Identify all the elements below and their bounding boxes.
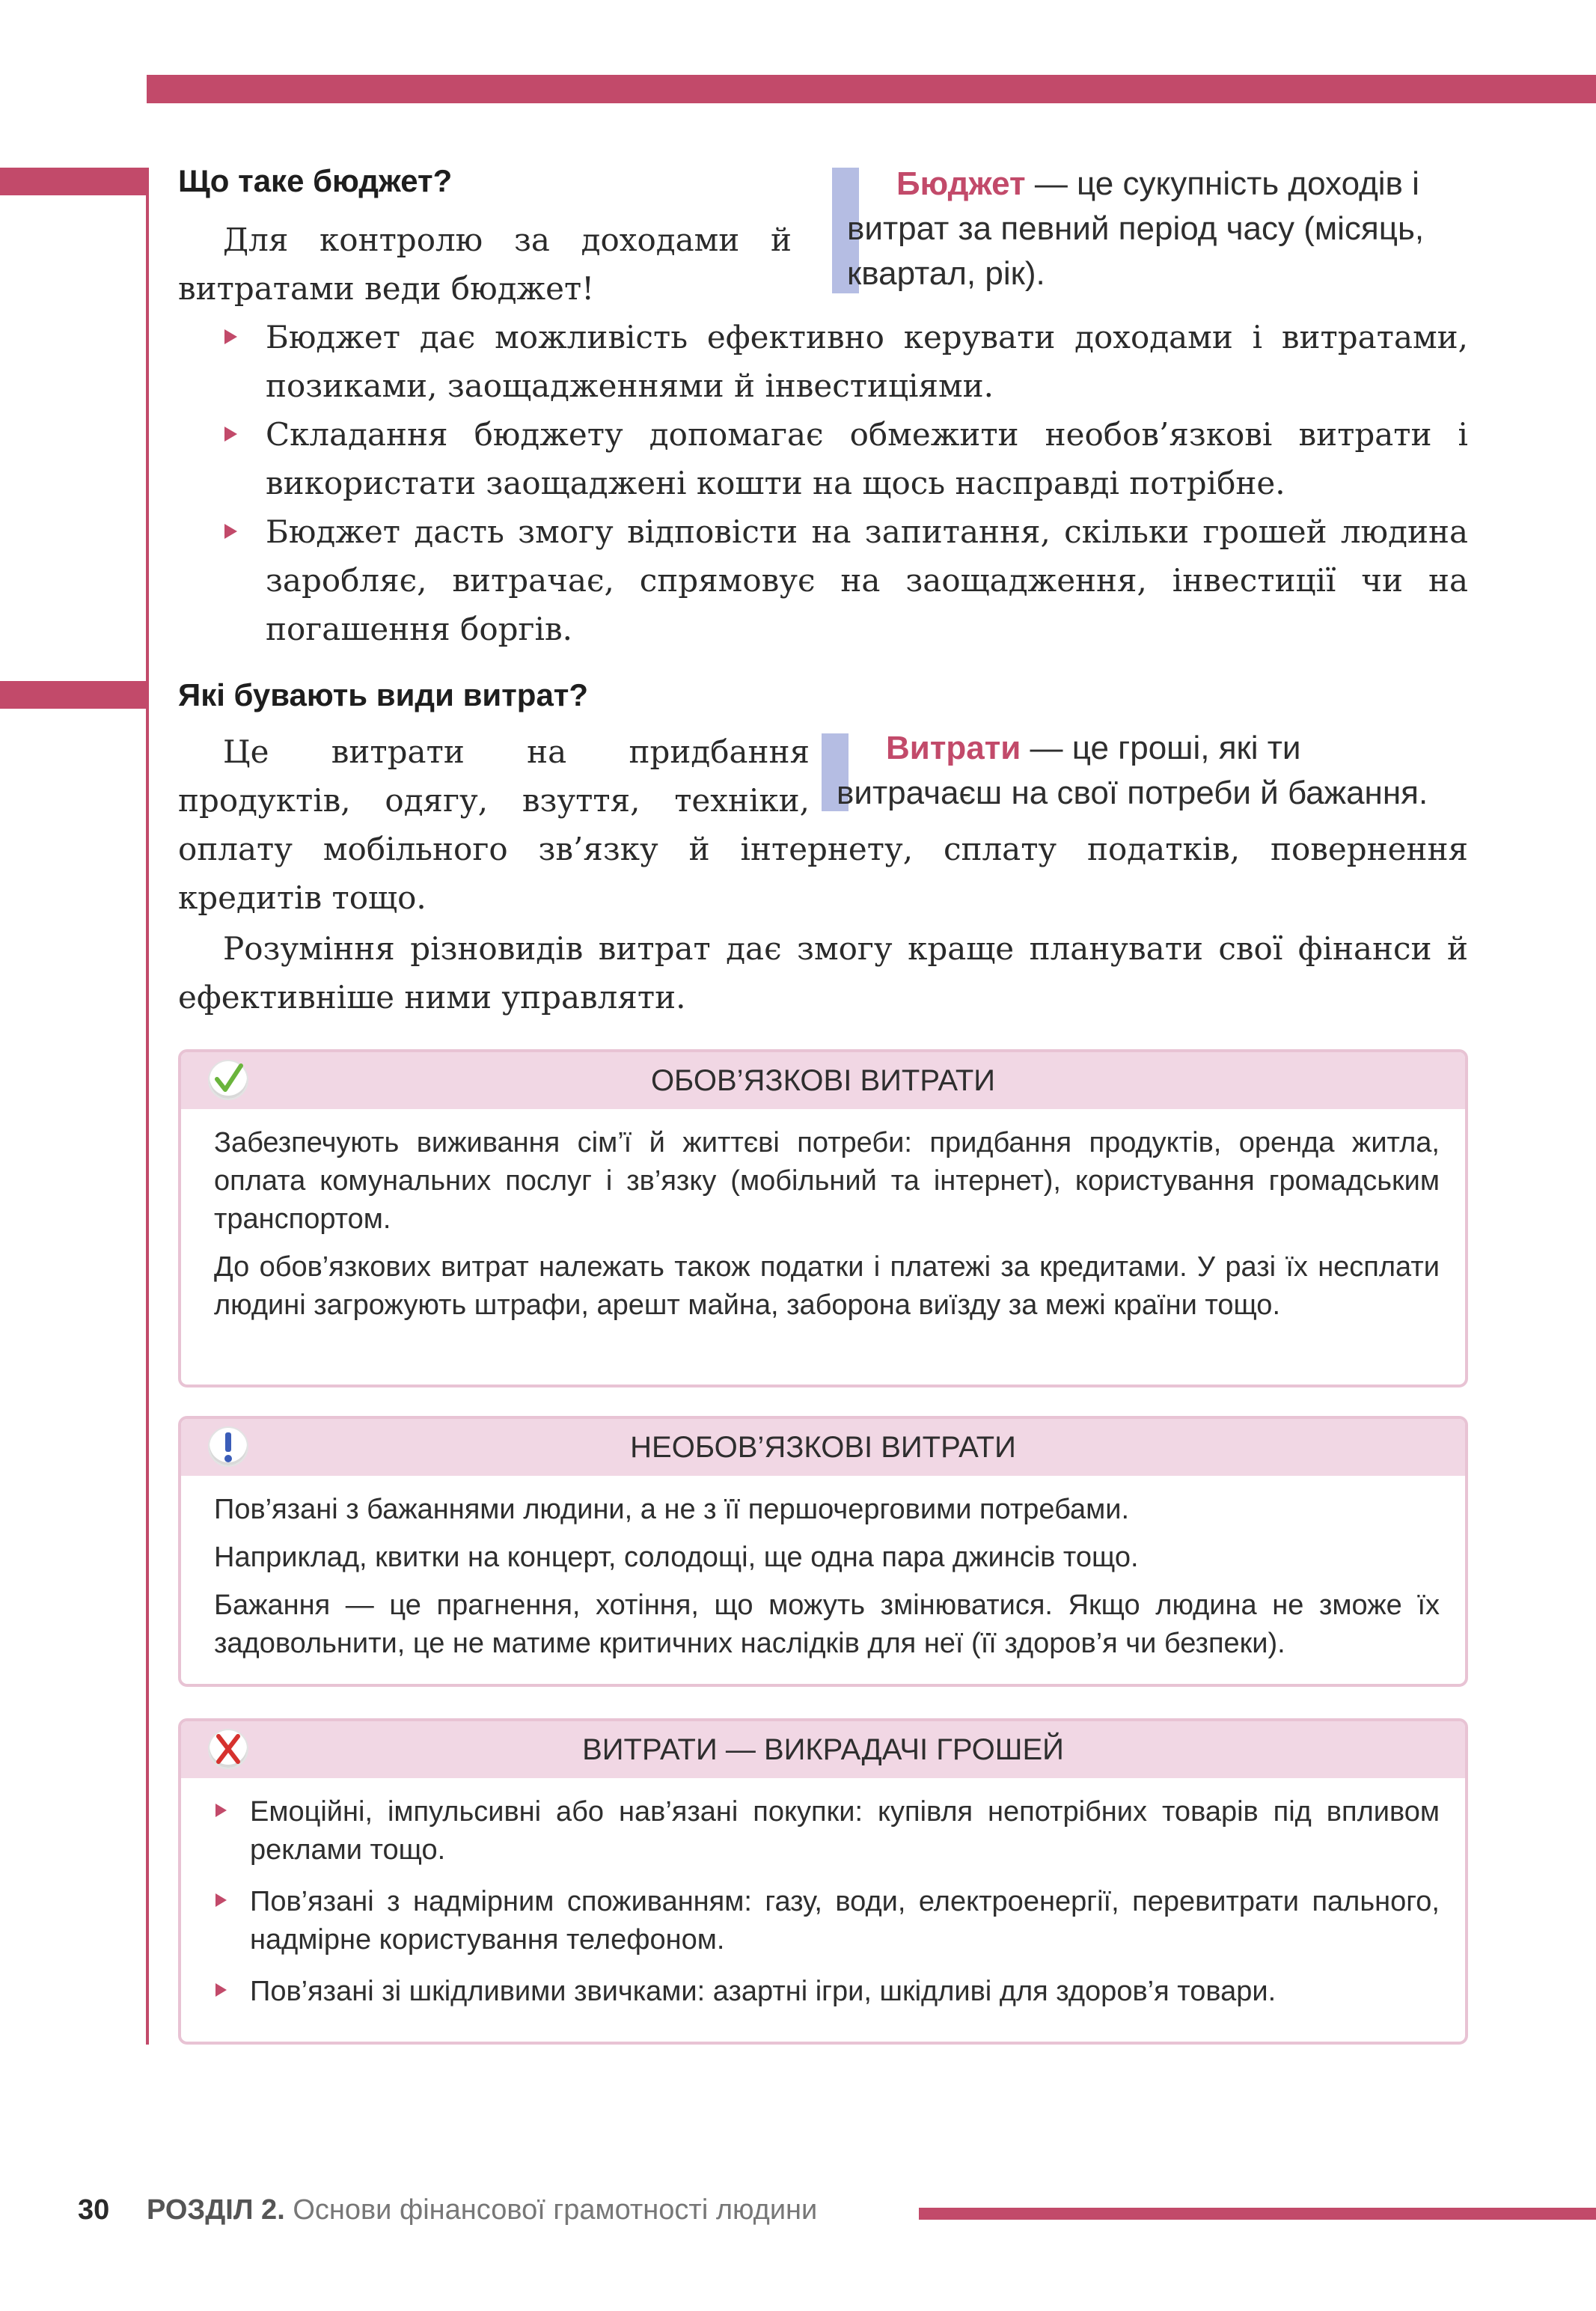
bullet-triangle-icon [224,329,237,344]
list-item [215,1793,1440,1869]
box-paragraph: Наприклад, квитки на концерт, солодощі, ще одна пара джинсів тощо. [214,1542,1139,1573]
bullet-triangle-icon [215,1804,227,1817]
expenses-intro [178,727,1468,922]
list-item [224,410,1468,507]
list-item [224,313,1468,410]
definition-text: — це гроші, які ти витрачаєш на свої потреби й бажання. [837,730,1428,811]
budget-intro-text: Для контролю за доходами й витратами веди бюджет! [178,222,792,307]
mandatory-expenses-box [178,1049,1468,1387]
chapter-label: РОЗДІЛ 2. [147,2194,285,2226]
list-item-text: Бюджет дасть змогу відповісти на запитання, скільки грошей людина заробляє, витрачає, спрямовує на заощадження, інвестиції чи на погашення боргів. [266,513,1468,647]
list-item [215,1973,1440,2011]
budget-definition [847,162,1468,296]
expenses-intro-text: Це витрати на придбання продуктів, одягу, взуття, техніки, оплату мобільного зв’язку й інтернету, сплату податків, повернення кредитів тощо. [178,733,1468,916]
bullet-triangle-icon [215,1983,227,1997]
definition-term: Бюджет [896,165,1026,202]
list-item-text: Пов’язані зі шкідливими звичками: азартні ігри, шкідливі для здоров’я товари. [250,1976,1277,2007]
bullet-triangle-icon [224,427,237,442]
chapter-title: Основи фінансової грамотності людини [293,2194,818,2226]
box-paragraph: Бажання — це прагнення, хотіння, що можуть змінюватися. Якщо людина не зможе їх задовольнити, це не матиме критичних наслідків для неї (її здоров’я чи безпеки). [214,1590,1440,1659]
section-heading-budget: Що таке бюджет? [178,163,453,198]
box-title: ОБОВ’ЯЗКОВІ ВИТРАТИ [650,1064,996,1097]
optional-expenses-box [178,1416,1468,1687]
section-heading-expenses: Які бувають види витрат? [178,677,589,712]
expenses-summary [178,924,1468,1022]
box-body [181,1476,1465,1663]
definition-text: — це сукупність доходів і витрат за певний період часу (місяць, квартал, рік). [847,165,1425,292]
box-paragraph: До обов’язкових витрат належать також податки і платежі за кредитами. У разі їх несплати людині загрожують штрафи, арешт майна, заборона виїзду за межі країни тощо. [214,1251,1440,1321]
money-thieves-box [178,1718,1468,2045]
box-paragraph: Забезпечують виживання сім’ї й життєві потреби: придбання продуктів, оренда житла, оплата комунальних послуг і зв’язку (мобільний та інтернет), користування громадським транспортом. [214,1127,1440,1235]
left-margin-rule [146,168,149,2045]
list-item-text: Бюджет дає можливість ефективно керувати доходами і витратами, позиками, заощадженнями й інвестиціями. [266,319,1468,404]
budget-benefits-list [224,313,1468,653]
bullet-triangle-icon [215,1893,227,1907]
box-body [181,1778,1465,2011]
list-item [224,507,1468,653]
box-header [181,1052,1465,1109]
footer-accent-bar [919,2208,1596,2220]
top-accent-bar [147,75,1596,103]
box-paragraph: Пов’язані з бажаннями людини, а не з її першочерговими потребами. [214,1494,1130,1525]
budget-intro [178,216,792,313]
money-thieves-list [215,1793,1440,2011]
definition-term: Витрати [886,730,1021,766]
box-body [181,1109,1465,1325]
box-header [181,1419,1465,1476]
list-item-text: Складання бюджету допомагає обмежити необов’язкові витрати і використати заощаджені кошти на щось насправді потрібне. [266,416,1468,501]
section-marker-2 [0,681,147,709]
running-footer [147,2194,817,2226]
expenses-summary-text: Розуміння різновидів витрат дає змогу краще планувати свої фінанси й ефективніше ними управляти. [178,930,1468,1016]
section-marker-1 [0,168,147,195]
box-title: ВИТРАТИ — ВИКРАДАЧІ ГРОШЕЙ [582,1733,1064,1766]
list-item-text: Пов’язані з надмірним споживанням: газу, води, електроенергії, перевитрати пального, надмірне користування телефоном. [250,1886,1440,1956]
list-item-text: Емоційні, імпульсивні або нав’язані покупки: купівля непотрібних товарів під впливом реклами тощо. [250,1796,1440,1866]
bullet-triangle-icon [224,524,237,539]
page-number: 30 [78,2194,110,2226]
box-header [181,1721,1465,1778]
box-title: НЕОБОВ’ЯЗКОВІ ВИТРАТИ [630,1431,1016,1464]
list-item [215,1883,1440,1959]
